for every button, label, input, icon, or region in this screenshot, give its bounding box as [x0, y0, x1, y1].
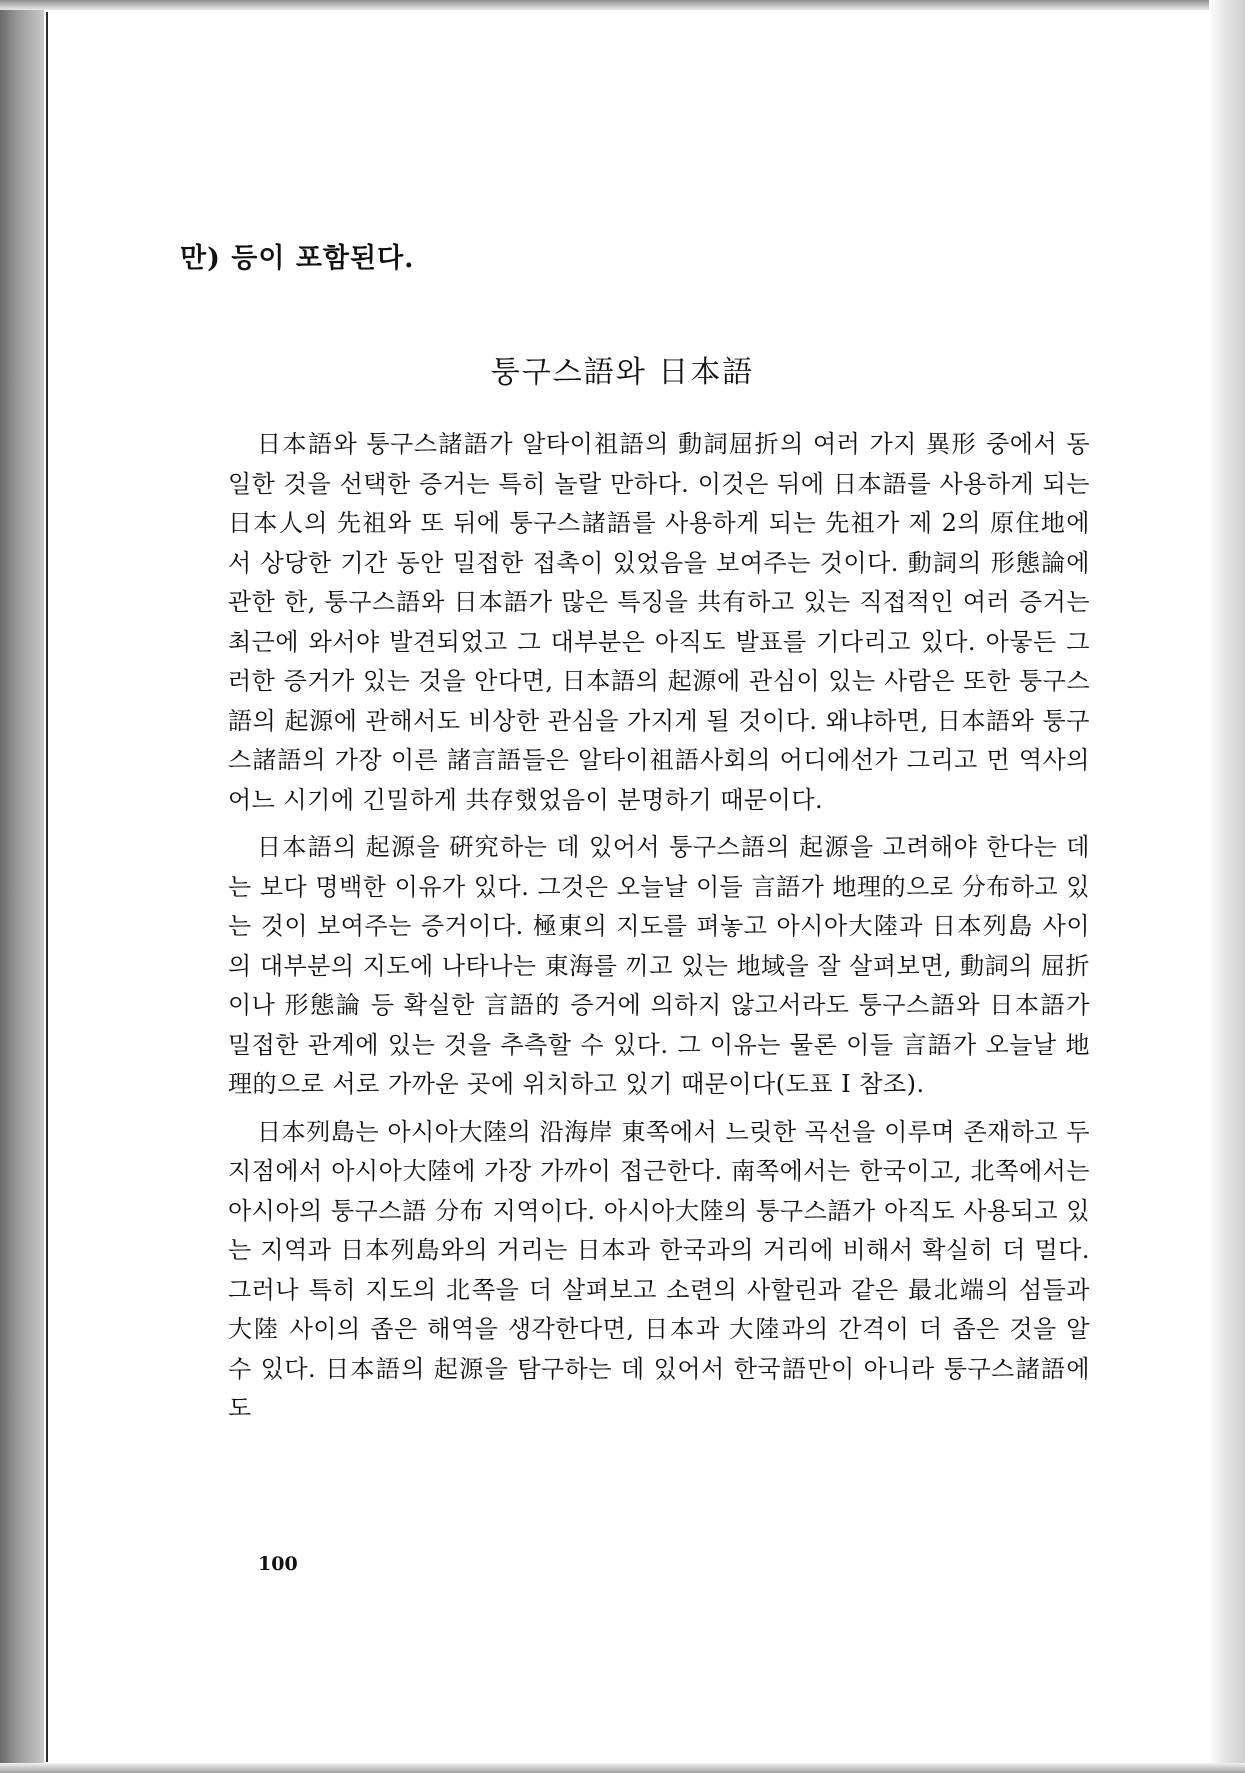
book-edge-left	[0, 0, 44, 1773]
paragraph-2: 日本語의 起源을 硏究하는 데 있어서 퉁구스語의 起源을 고려해야 한다는 데는 보다 명백한 이유가 있다. 그것은 오늘날 이들 言語가 地理的으로 分布하고 있는 것이 보여주는 증거이다. 極東의 지도를 펴놓고 아시아大陸과 日本列島 사이의 대부분의 지도에 나타나는 東海를 끼고 있는 地域을 잘 살펴보면, 動詞의 屈折이나 形態論 등 확실한 言語的 증거에 의하지 않고서라도 퉁구스語와 日本語가 밀접한 관계에 있는 것을 추측할 수 있다. 그 이유는 물론 이들 言語가 오늘날 地理的으로 서로 가까운 곳에 위치하고 있기 때문이다(도표 I 참조).	[228, 833, 1090, 1098]
book-edge-right	[1209, 0, 1245, 1773]
section-title: 퉁구스語와 日本語	[490, 355, 755, 390]
body-text	[228, 425, 1090, 1437]
continuation-line: 만) 등이 포함된다.	[180, 243, 415, 274]
paragraph-1: 日本語와 퉁구스諸語가 알타이祖語의 動詞屈折의 여러 가지 異形 중에서 동일한 것을 선택한 증거는 특히 놀랄 만하다. 이것은 뒤에 日本語를 사용하게 되는 日本人의 先祖와 또 뒤에 퉁구스諸語를 사용하게 되는 先祖가 제 2의 原住地에서 상당한 기간 동안 밀접한 접촉이 있었음을 보여주는 것이다. 動詞의 形態論에 관한 한, 퉁구스語와 日本語가 많은 특징을 共有하고 있는 직접적인 여러 증거는 최근에 와서야 발견되었고 그 대부분은 아직도 발표를 기다리고 있다. 아뭏든 그러한 증거가 있는 것을 안다면, 日本語의 起源에 관심이 있는 사람은 또한 퉁구스語의 起源에 관해서도 비상한 관심을 가지게 될 것이다. 왜냐하면, 日本語와 퉁구스諸語의 가장 이른 諸言語들은 알타이祖語사회의 어디에선가 그리고 먼 역사의 어느 시기에 긴밀하게 共存했었음이 분명하기 때문이다.	[228, 430, 1090, 814]
book-edge-top	[0, 0, 1245, 10]
paragraph-3: 日本列島는 아시아大陸의 沿海岸 東쪽에서 느릿한 곡선을 이루며 존재하고 두 지점에서 아시아大陸에 가장 가까이 접근한다. 南쪽에서는 한국이고, 北쪽에서는 아시아의 퉁구스語 分布 지역이다. 아시아大陸의 퉁구스語가 아직도 사용되고 있는 지역과 日本列島와의 거리는 日本과 한국과의 거리에 비해서 확실히 더 멀다. 그러나 특히 지도의 北쪽을 더 살펴보고 소련의 사할린과 같은 最北端의 섬들과 大陸 사이의 좁은 해역을 생각한다면, 日本과 大陸과의 간격이 더 좁은 것을 알 수 있다. 日本語의 起源을 탐구하는 데 있어서 한국語만이 아니라 퉁구스諸語에도	[228, 1117, 1090, 1422]
book-edge-bottom	[0, 1763, 1245, 1773]
page-number: 100	[258, 1553, 298, 1575]
